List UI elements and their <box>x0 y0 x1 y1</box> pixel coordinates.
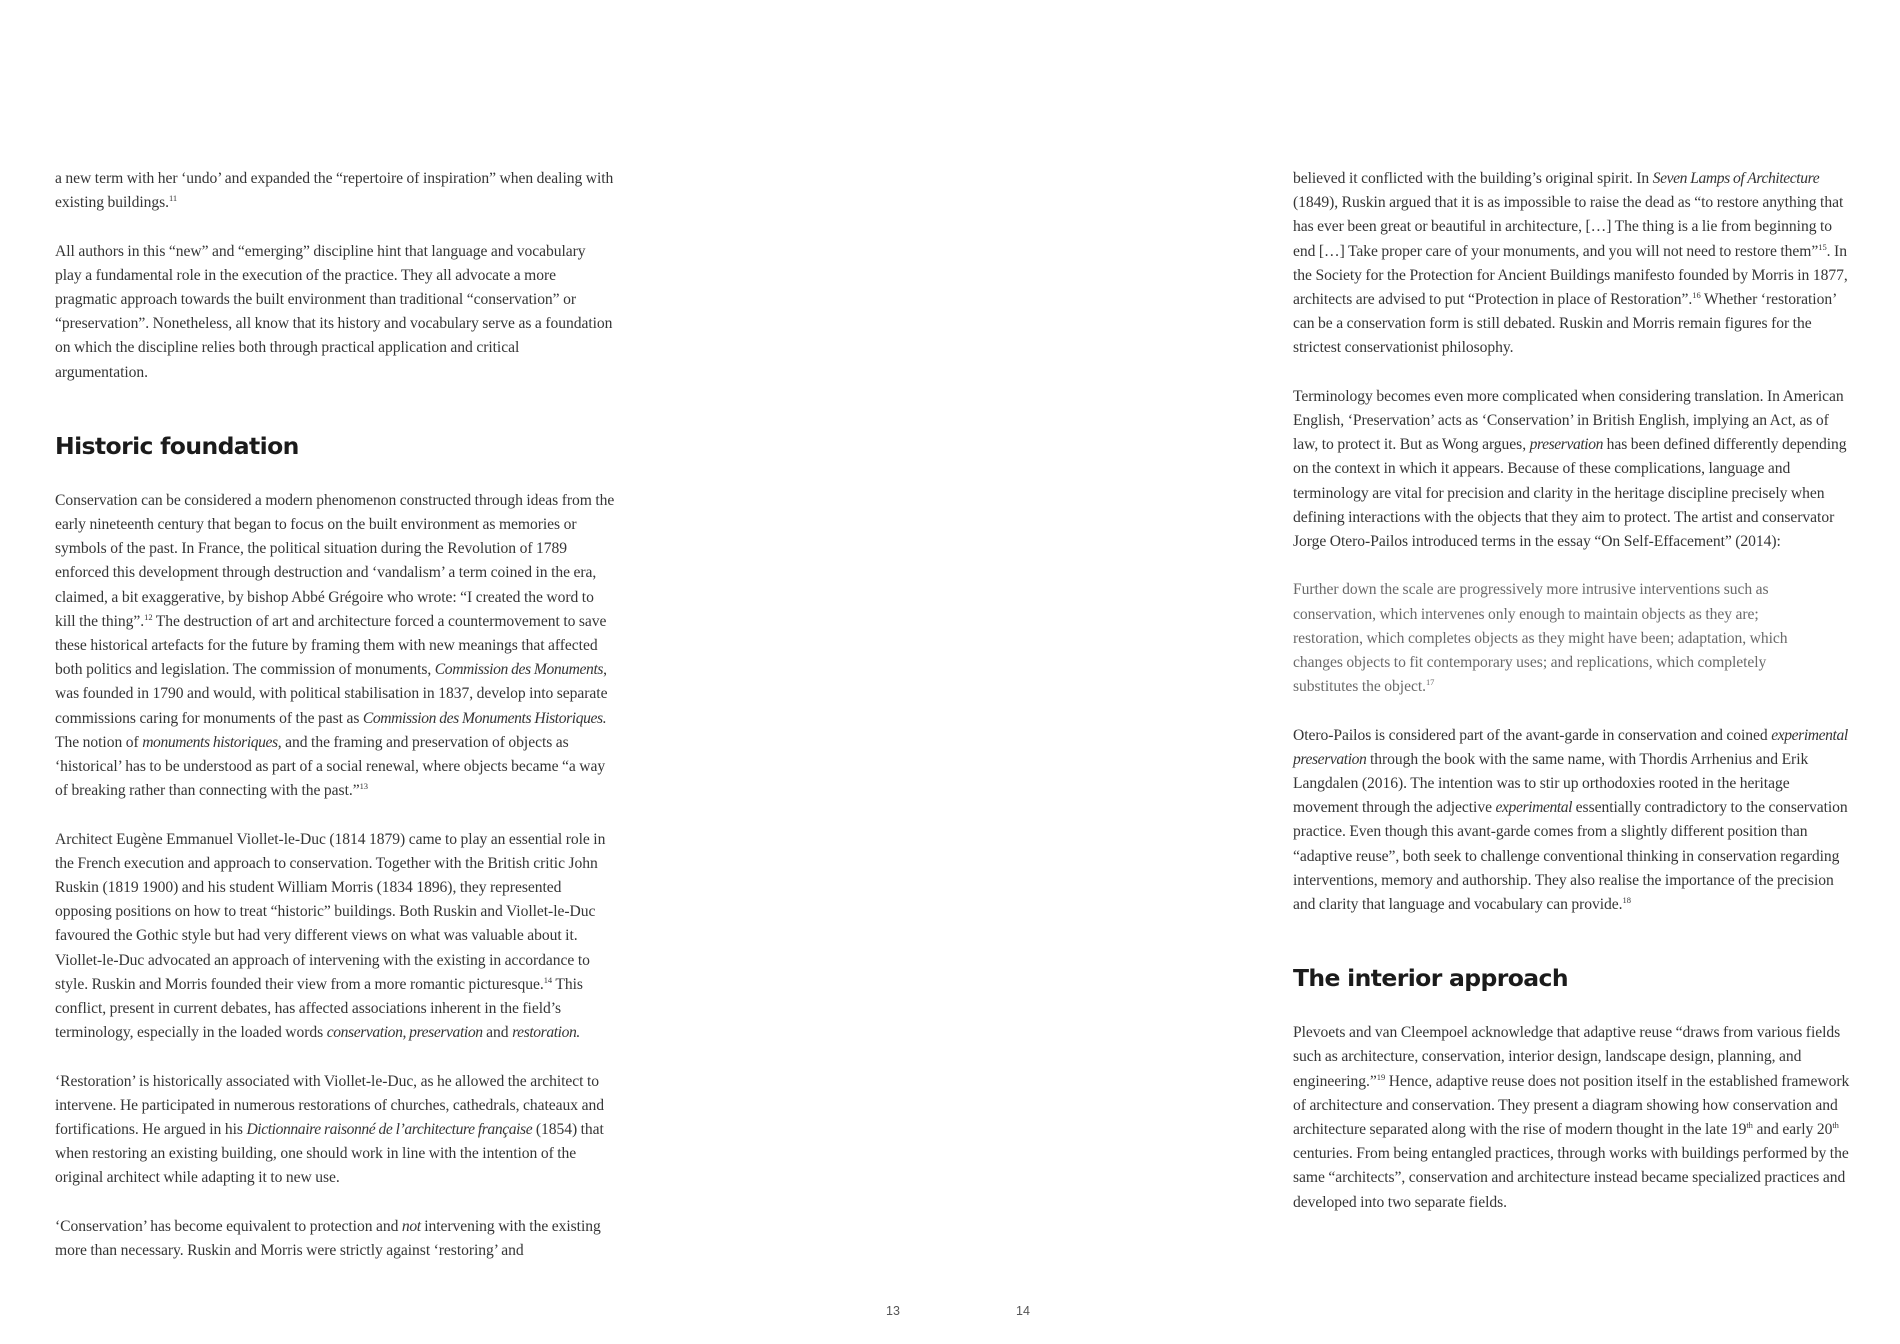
italic-text-run: preservation <box>1529 436 1604 454</box>
italic-text-run: Seven Lamps of Architecture <box>1652 170 1820 187</box>
body-paragraph <box>55 167 615 215</box>
text-run: has been defined differently depending on the context in which it appears. Because of these complications, language and terminology are vital for precision and clarity in the heritage discipline precisely when defining interactions with the objects that they aim to protect. The artist and conservator Jorge Otero-Pailos introduced terms in the essay “On Self-Effacement” (2014): <box>1293 436 1847 551</box>
body-paragraph <box>55 240 615 385</box>
text-run: ‘Conservation’ has become equivalent to protection and <box>55 1217 402 1235</box>
footnote-reference: 13 <box>359 781 368 792</box>
footnote-reference: 19 <box>1376 1071 1386 1082</box>
body-paragraph <box>55 1070 615 1191</box>
text-run: Hence, adaptive reuse does not position itself in the established framework of architecture and conservation. They present a diagram showing how conservation and architecture separated along with the rise of modern thought in the late 19 <box>1293 1072 1850 1139</box>
text-run: Further down the scale are progressively more intrusive interventions such as conservation, which intervenes only enough to maintain objects as they are; restoration, which completes objects as they might have been; adaptation, which changes objects to fit contemporary uses; and replications, which completely substitutes the object. <box>1293 581 1788 696</box>
right-body-paragraphs <box>1293 1021 1853 1215</box>
footnote-reference: 14 <box>543 974 553 985</box>
italic-text-run: Dictionnaire raisonné de l’architecture française <box>246 1121 533 1139</box>
italic-text-run: Commission des Monuments <box>434 661 604 679</box>
italic-text-run: not <box>401 1217 421 1235</box>
italic-text-run: Commission des Monuments Historiques. <box>362 709 607 727</box>
text-run: Conservation can be considered a modern phenomenon constructed through ideas from the early nineteenth century that began to focus on the built environment as memories or symbols of the past. In France, the political situation during the Revolution of 1789 enforced this development through destruction and ‘vandalism’ a term coined in the era, claimed, a bit exaggerative, by bishop Abbé Grégoire who wrote: “I created the word to kill the thing”. <box>55 491 615 630</box>
text-run: ‘Restoration’ is historically associated with Viollet-le-Duc, as he allowed the architect to intervene. He participated in numerous restorations of churches, cathedrals, chateaux and fortifications. He argued in his <box>55 1072 604 1139</box>
body-paragraph <box>1293 724 1853 918</box>
right-intro-paragraphs <box>1293 167 1853 554</box>
text-run: All authors in this “new” and “emerging” discipline hint that language and vocabulary play a fundamental role in the execution of the practice. They all advocate a more pragmatic approach towards the built environment than traditional “conservation” or “preservation”. Nonetheless, all know that its history and vocabulary serve as a foundation on which the discipline relies both through practical application and critical argumentation. <box>55 242 613 381</box>
text-run: and early 20 <box>1752 1121 1833 1139</box>
left-page-column <box>55 167 615 1287</box>
footnote-reference: th <box>1832 1120 1839 1131</box>
section-heading-historic-foundation: Historic foundation <box>55 431 299 460</box>
page-number-right: 14 <box>1016 1304 1030 1318</box>
text-run: This conflict, present in current debates, has affected associations inherent in the field’s terminology, especially in the loaded words <box>55 975 583 1042</box>
italic-text-run: experimental preservation <box>1293 726 1848 768</box>
left-intro-paragraphs <box>55 167 615 385</box>
body-paragraph <box>1293 1021 1853 1215</box>
right-middle-paragraphs <box>1293 724 1853 918</box>
italic-text-run: monuments historiques <box>142 733 278 751</box>
text-run: centuries. From being entangled practices, through works with buildings performed by the same “architects”, conservation and architecture instead became specialized practices and developed into two separate fields. <box>1293 1145 1849 1211</box>
body-paragraph <box>55 1215 615 1263</box>
text-run: Terminology becomes even more complicated when considering translation. In American English, ‘Preservation’ acts as ‘Conservation’ in British English, implying an Act, as of law, to protect it. But as Wong argues, <box>1293 387 1844 454</box>
text-run: The notion of <box>55 733 143 751</box>
footnote-reference: 15 <box>1818 241 1827 252</box>
block-quote <box>1293 578 1813 699</box>
text-run: through the book with the same name, with Thordis Arrhenius and Erik Langdalen (2016). The intention was to stir up orthodoxies rooted in the heritage movement through the adjective <box>1293 750 1809 817</box>
text-run: and <box>482 1024 513 1042</box>
body-paragraph <box>1293 167 1853 361</box>
italic-text-run: restoration. <box>512 1024 580 1042</box>
text-run: (1849), Ruskin argued that it is as impossible to raise the dead as “to restore anything that has ever been great or beautiful in architecture, […] The thing is a lie from beginning to end […] Take proper care of your monuments, and you will not need to restore them” <box>1293 194 1844 260</box>
text-run: Architect Eugène Emmanuel Viollet-le-Duc (1814 1879) came to play an essential role in the French execution and approach to conservation. Together with the British critic John Ruskin (1819 1900) and his student William Morris (1834 1896), they represented opposing positions on how to treat “historic” buildings. Both Ruskin and Viollet-le-Duc favoured the Gothic style but had very different views on what was valuable about it. Viollet-le-Duc advocated an approach of intervening with the existing in accordance to style. Ruskin and Morris founded their view from a more romantic picturesque. <box>55 830 606 993</box>
text-run: , was founded in 1790 and would, with political stabilisation in 1837, develop into separate commissions caring for monuments of the past as <box>55 661 608 727</box>
body-paragraph <box>55 828 615 1046</box>
text-run: (1854) that when restoring an existing building, one should work in line with the intention of the original architect while adapting it to new use. <box>55 1121 604 1187</box>
footnote-reference: 11 <box>168 193 178 204</box>
footnote-reference: 18 <box>1622 895 1631 906</box>
footnote-reference: 16 <box>1692 290 1701 301</box>
text-run: Otero-Pailos is considered part of the avant-garde in conservation and coined <box>1293 726 1772 744</box>
text-run: intervening with the existing more than necessary. Ruskin and Morris were strictly against ‘restoring’ and <box>55 1217 601 1260</box>
footnote-reference: 17 <box>1425 677 1435 688</box>
footnote-reference: 12 <box>144 611 153 622</box>
page-number-left: 13 <box>886 1304 900 1318</box>
section-heading-interior-approach: The interior approach <box>1293 964 1568 993</box>
italic-text-run: experimental <box>1495 799 1573 817</box>
text-run: a new term with her ‘undo’ and expanded the “repertoire of inspiration” when dealing with existing buildings. <box>55 170 614 212</box>
text-run: Plevoets and van Cleempoel acknowledge that adaptive reuse “draws from various fields such as architecture, conservation, interior design, landscape design, planning, and engineering.” <box>1293 1024 1841 1090</box>
footnote-reference: th <box>1746 1120 1753 1131</box>
text-run: believed it conflicted with the building’s original spirit. In <box>1293 170 1653 187</box>
body-paragraph <box>1293 385 1853 554</box>
italic-text-run: conservation, preservation <box>326 1024 483 1042</box>
left-body-paragraphs <box>55 489 615 1263</box>
text-run: The destruction of art and architecture forced a countermovement to save these historical artefacts for the future by framing them with new meanings that affected both politics and legislation. The commission of monuments, <box>55 612 607 679</box>
text-run: , and the framing and preservation of objects as ‘historical’ has to be understood as part of a social renewal, where objects became “a way of breaking rather than connecting with the past.” <box>55 733 606 800</box>
text-run: essentially contradictory to the conservation practice. Even though this avant-garde comes from a slightly different position than “adaptive reuse”, both seek to challenge conventional thinking in conservation regarding interventions, memory and authorship. They also realise the importance of the precision and clarity that language and vocabulary can provide. <box>1293 799 1848 914</box>
right-page-column <box>1293 167 1853 1239</box>
text-run: . In the Society for the Protection for Ancient Buildings manifesto founded by Morris in 1877, architects are advised to put “Protection in place of Restoration”. <box>1293 242 1848 309</box>
body-paragraph <box>55 489 615 804</box>
text-run: Whether ‘restoration’ can be a conservation form is still debated. Ruskin and Morris remain figures for the strictest conservationist philosophy. <box>1293 291 1837 357</box>
